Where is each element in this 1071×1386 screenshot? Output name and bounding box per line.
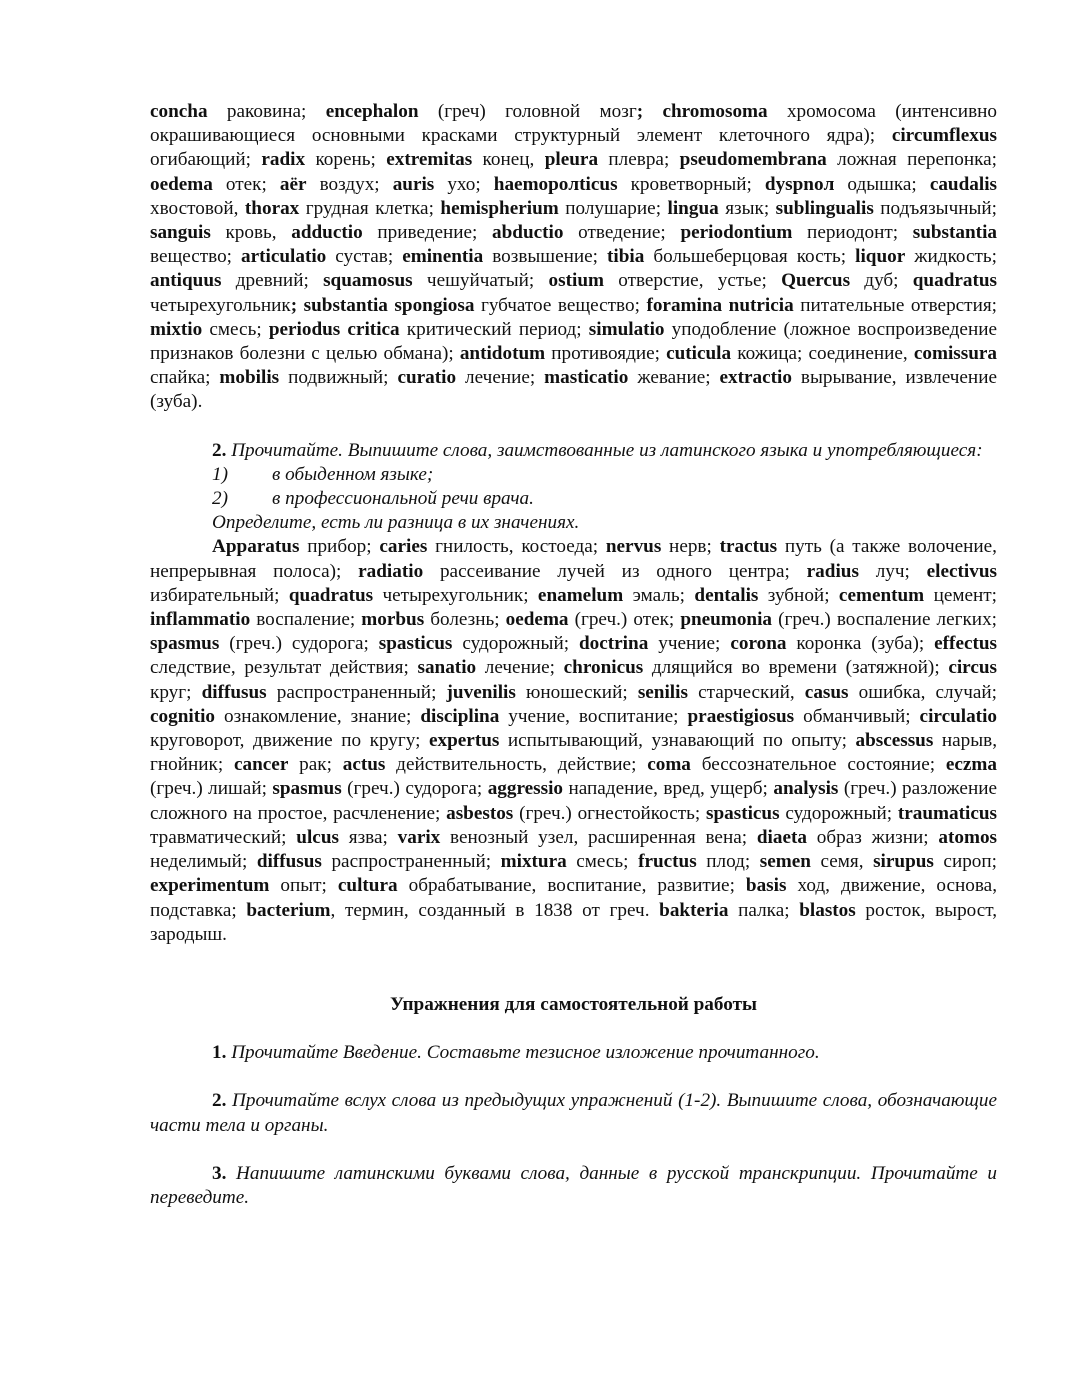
latin-term: cementum <box>838 584 925 606</box>
latin-term: curatio <box>397 367 457 389</box>
latin-term: experimentum <box>150 875 270 897</box>
latin-term: pseudomembrana <box>679 149 827 171</box>
task-number: 2. <box>212 439 227 461</box>
task-2-item-1 <box>150 463 997 487</box>
term-translation: отверстие, устье; <box>603 270 782 292</box>
term-translation: (греч.) судорога; <box>341 778 488 800</box>
term-translation: смесь; <box>202 318 269 340</box>
term-translation: (греч.) огнестойкость; <box>513 802 706 824</box>
latin-term: sanatio <box>417 657 477 679</box>
latin-term: oedema <box>150 173 213 195</box>
term-translation: лечение; <box>456 367 545 389</box>
exercise-text: Прочитайте вслух слова из предыдущих упражнений (1-2). Выпишите слова, обозначающие части тела и органы. <box>150 1090 998 1136</box>
term-translation: , термин, созданный в 1838 от греч. <box>330 899 660 921</box>
latin-term: ; <box>290 294 298 316</box>
latin-term: cancer <box>234 754 289 776</box>
term-translation: кожица; соединение, <box>731 343 914 365</box>
term-translation: конец, <box>472 149 545 171</box>
latin-term: actus <box>342 754 386 776</box>
term-translation: питательные отверстия; <box>793 294 997 316</box>
exercise-text: Прочитайте Введение. Составьте тезисное изложение прочитанного. <box>231 1042 820 1064</box>
latin-term: spasticus <box>706 802 780 824</box>
latin-term: cognitio <box>150 705 216 727</box>
spacer <box>150 1017 997 1041</box>
latin-term: extractio <box>719 367 792 389</box>
term-translation: критический период; <box>399 318 589 340</box>
latin-term: mixtura <box>500 851 567 873</box>
term-translation: старческий, <box>687 681 805 703</box>
spacer <box>150 415 997 439</box>
latin-term: diffusus <box>256 851 322 873</box>
latin-term: concha <box>150 101 208 122</box>
term-translation: жевание; <box>628 367 720 389</box>
latin-term: Apparatus <box>212 536 300 558</box>
term-translation: нерв; <box>661 536 720 558</box>
term-translation: четырехугольник; <box>373 584 538 606</box>
term-translation: грудная клетка; <box>299 197 441 219</box>
term-translation: избирательный; <box>150 584 289 606</box>
vocabulary-paragraph-2 <box>150 535 997 946</box>
term-translation: ознакомление, знание; <box>215 705 421 727</box>
latin-term: atomos <box>938 826 998 848</box>
vocabulary-paragraph-1 <box>150 100 997 415</box>
term-translation: следствие, результат действия; <box>150 657 418 679</box>
term-translation: корень; <box>305 149 387 171</box>
term-translation: лечение; <box>476 657 564 679</box>
latin-term: encephalon <box>325 101 419 122</box>
latin-term: dyspnoл <box>764 173 835 195</box>
latin-term: radix <box>261 149 306 171</box>
latin-term: circulatio <box>919 705 997 727</box>
term-translation: (греч) головной мозг <box>418 101 637 122</box>
latin-term: substantia spongiosa <box>303 294 475 316</box>
term-translation: гнилость, костоеда; <box>427 536 606 558</box>
latin-term: fructus <box>638 851 697 873</box>
latin-term: cuticula <box>666 343 732 365</box>
latin-term: bakteria <box>659 899 729 921</box>
task-2-instruction <box>150 439 997 463</box>
term-translation: палка; <box>728 899 800 921</box>
latin-term: pleura <box>544 149 599 171</box>
latin-term: lingua <box>667 197 719 219</box>
latin-term: enamelum <box>537 584 624 606</box>
term-translation <box>643 101 662 122</box>
latin-term: liquor <box>855 246 906 268</box>
latin-term: tibia <box>607 246 645 268</box>
item-text: в обыденном языке; <box>272 463 434 485</box>
latin-term: squamosus <box>323 270 413 292</box>
latin-term: hemispherium <box>440 197 559 219</box>
term-translation: венозный узел, расширенная вена; <box>440 826 757 848</box>
exercise-number: 2. <box>212 1090 227 1112</box>
term-translation: воспаление; <box>250 609 362 631</box>
latin-term: dentalis <box>694 584 759 606</box>
term-translation: отек; <box>212 173 280 195</box>
exercise-number: 1. <box>212 1042 227 1064</box>
term-translation: росток, вырост, зародыш. <box>150 899 997 945</box>
latin-term: bacterium <box>246 899 331 921</box>
term-translation: плевра; <box>598 149 680 171</box>
latin-term: juvenilis <box>446 681 516 703</box>
latin-term: comissura <box>913 343 997 365</box>
term-translation: язва; <box>338 826 398 848</box>
term-translation: судорожный; <box>452 633 579 655</box>
latin-term: auris <box>392 173 435 195</box>
term-translation: нарыв, гнойник; <box>150 730 997 776</box>
task-2-item-2 <box>150 487 997 511</box>
term-translation: одышка; <box>834 173 930 195</box>
term-translation: юношеский; <box>515 681 638 703</box>
latin-term: spasmus <box>150 633 220 655</box>
latin-term: abductio <box>492 222 564 244</box>
latin-term: coma <box>647 754 691 776</box>
latin-term: spasmus <box>272 778 342 800</box>
term-translation: зубной; <box>758 584 839 606</box>
term-translation: (греч.) отек; <box>568 609 681 631</box>
term-translation: хвостовой, <box>150 197 245 219</box>
term-translation: цемент; <box>924 584 997 606</box>
term-translation: учение, воспитание; <box>499 705 688 727</box>
latin-term: foramina nutricia <box>646 294 794 316</box>
term-translation: древний; <box>221 270 324 292</box>
latin-term: expertus <box>429 730 500 752</box>
spacer <box>150 947 997 993</box>
latin-term: substantia <box>912 222 997 244</box>
term-translation: периодонт; <box>792 222 913 244</box>
latin-term: doctrina <box>579 633 649 655</box>
latin-term: asbestos <box>446 802 514 824</box>
latin-term: varix <box>397 826 441 848</box>
latin-term: nervus <box>605 536 662 558</box>
term-translation: плод; <box>696 851 760 873</box>
term-translation: ошибка, случай; <box>848 681 997 703</box>
term-translation: неделимый; <box>150 851 257 873</box>
term-translation: испытывающий, узнавающий по опыту; <box>499 730 856 752</box>
term-translation: губчатое вещество; <box>474 294 647 316</box>
term-translation: чешуйчатый; <box>412 270 549 292</box>
term-translation: ухо; <box>434 173 494 195</box>
latin-term: periodus critica <box>268 318 400 340</box>
latin-term: inflammatio <box>150 609 251 631</box>
term-translation: рассеивание лучей из одного центра; <box>423 560 807 582</box>
term-translation: (греч.) лишай; <box>150 778 273 800</box>
latin-term: quadratus <box>912 270 998 292</box>
latin-term: pneumonia <box>680 609 773 631</box>
term-translation: большеберцовая кость; <box>644 246 856 268</box>
latin-term: oedema <box>505 609 569 631</box>
term-translation: путь (а также волочение, непрерывная полоса); <box>150 536 997 582</box>
term-translation: подъязычный; <box>873 197 997 219</box>
term-translation: дуб; <box>850 270 913 292</box>
latin-term: Quercus <box>781 270 851 292</box>
term-translation: ложная перепонка; <box>826 149 997 171</box>
latin-term: disciplina <box>420 705 500 727</box>
term-translation: луч; <box>858 560 927 582</box>
latin-term: mixtio <box>150 318 203 340</box>
latin-term: quadratus <box>288 584 374 606</box>
latin-term: diaeta <box>756 826 807 848</box>
term-translation: судорожный; <box>779 802 898 824</box>
latin-term: articulatio <box>241 246 327 268</box>
latin-term: cultura <box>337 875 398 897</box>
latin-term: sirupus <box>873 851 934 873</box>
latin-term: blastos <box>799 899 856 921</box>
term-translation: отведение; <box>563 222 681 244</box>
item-number: 1) <box>212 463 228 485</box>
task-text: Прочитайте. Выпишите слова, заимствованные из латинского языка и употребляющиеся: <box>231 439 983 461</box>
latin-term: morbus <box>361 609 425 631</box>
term-translation: длящийся во времени (затяжной); <box>643 657 949 679</box>
latin-term: circus <box>948 657 997 679</box>
term-translation: огибающий; <box>150 149 262 171</box>
term-translation: кроветворный; <box>617 173 765 195</box>
latin-term: ; <box>636 101 644 122</box>
latin-term: mobilis <box>219 367 280 389</box>
term-translation: вырывание, извлечение (зуба). <box>150 367 997 413</box>
term-translation: прибор; <box>299 536 380 558</box>
term-translation: распространенный; <box>321 851 501 873</box>
item-number: 2) <box>212 488 228 510</box>
term-translation: эмаль; <box>623 584 695 606</box>
term-translation: травматический; <box>150 826 297 848</box>
latin-term: thorax <box>244 197 300 219</box>
term-translation: уподобление (ложное воспроизведение признаков болезни с целью обмана); <box>150 318 998 365</box>
section-heading: Упражнения для самостоятельной работы <box>389 993 757 1015</box>
latin-term: semen <box>759 851 811 873</box>
term-translation: подвижный; <box>279 367 398 389</box>
latin-term: praestigiosus <box>687 705 795 727</box>
term-translation: (греч.) разложение сложного на простое, расчленение; <box>150 778 997 824</box>
latin-term: senilis <box>637 681 688 703</box>
latin-term: sublingualis <box>775 197 874 219</box>
latin-term: masticatio <box>544 367 629 389</box>
latin-term: ulcus <box>296 826 339 848</box>
latin-term: periodontium <box>680 222 793 244</box>
term-translation: действительность, действие; <box>385 754 648 776</box>
exercise-number: 3. <box>212 1162 227 1184</box>
latin-term: spasticus <box>378 633 453 655</box>
term-translation: язык; <box>718 197 776 219</box>
latin-term: simulatio <box>588 318 665 340</box>
spacer <box>150 1138 997 1162</box>
term-translation: обманчивый; <box>794 705 920 727</box>
latin-term: aggressio <box>487 778 564 800</box>
item-text: в профессиональной речи врача. <box>272 488 534 510</box>
term-translation: жидкость; <box>905 246 997 268</box>
latin-term: casus <box>804 681 849 703</box>
term-translation: спайка; <box>150 367 220 389</box>
term-translation: учение; <box>648 633 731 655</box>
latin-term: antiquus <box>150 270 222 292</box>
latin-term: electivus <box>926 560 997 582</box>
term-translation: семя, <box>810 851 874 873</box>
term-translation: круг; <box>150 681 202 703</box>
latin-term: analysis <box>773 778 839 800</box>
exercise-2 <box>150 1089 997 1137</box>
latin-term: abscessus <box>855 730 934 752</box>
latin-term: ostium <box>548 270 604 292</box>
exercise-text: Напишите латинскими буквами слова, данные в русской транскрипции. Прочитайте и переведите. <box>150 1162 998 1208</box>
latin-term: tractus <box>719 536 778 558</box>
term-translation: (греч.) воспаление легких; <box>772 609 997 631</box>
latin-term: radius <box>806 560 859 582</box>
exercise-1 <box>150 1041 997 1065</box>
latin-term: diffusus <box>201 681 267 703</box>
term-translation: сустав; <box>326 246 403 268</box>
term-translation: сироп; <box>933 851 997 873</box>
latin-term: eczma <box>945 754 997 776</box>
term-translation: противоядие; <box>545 343 667 365</box>
term-translation: хромосома (интенсивно окрашивающиеся основными красками структурный элемент клеточного ядра); <box>150 101 997 147</box>
latin-term: basis <box>745 875 787 897</box>
latin-term: adductio <box>291 222 363 244</box>
latin-term: sanguis <box>150 222 211 244</box>
term-translation: опыт; <box>269 875 338 897</box>
term-translation: (греч.) судорога; <box>219 633 379 655</box>
latin-term: haemopoлticus <box>493 173 618 195</box>
latin-term: effectus <box>934 633 998 655</box>
latin-term: aёr <box>279 173 307 195</box>
term-translation: нападение, вред, ущерб; <box>563 778 774 800</box>
term-translation: смесь; <box>566 851 639 873</box>
term-translation: круговорот, движение по кругу; <box>150 730 429 752</box>
latin-term: antidotum <box>459 343 546 365</box>
term-translation: болезнь; <box>424 609 506 631</box>
term-translation: бессознательное состояние; <box>690 754 946 776</box>
term-translation: четырехугольник <box>150 294 291 316</box>
term-translation: обрабатывание, воспитание, развитие; <box>397 875 746 897</box>
term-translation: полушарие; <box>558 197 668 219</box>
term-translation: приведение; <box>362 222 493 244</box>
latin-term: corona <box>730 633 787 655</box>
latin-term: eminentia <box>402 246 484 268</box>
latin-term: extremitas <box>386 149 473 171</box>
term-translation: вещество; <box>150 246 242 268</box>
term-translation: рак; <box>288 754 343 776</box>
term-translation: кровь, <box>210 222 292 244</box>
term-translation: ход, движение, основа, подставка; <box>150 875 997 921</box>
latin-term: traumaticus <box>897 802 997 824</box>
latin-term: caudalis <box>929 173 997 195</box>
term-translation: возвышение; <box>483 246 607 268</box>
task-2-note: Определите, есть ли разница в их значениях. <box>212 512 580 534</box>
latin-term: chronicus <box>563 657 644 679</box>
latin-term: chromosoma <box>662 101 768 122</box>
latin-term: circumflexus <box>891 125 997 147</box>
term-translation: распространенный; <box>266 681 447 703</box>
spacer <box>150 1065 997 1089</box>
latin-term: caries <box>379 536 428 558</box>
term-translation: раковина; <box>207 101 326 122</box>
exercise-3 <box>150 1162 997 1210</box>
latin-term: radiatio <box>358 560 424 582</box>
term-translation: коронка (зуба); <box>786 633 935 655</box>
term-translation: воздух; <box>306 173 393 195</box>
term-translation: образ жизни; <box>806 826 939 848</box>
